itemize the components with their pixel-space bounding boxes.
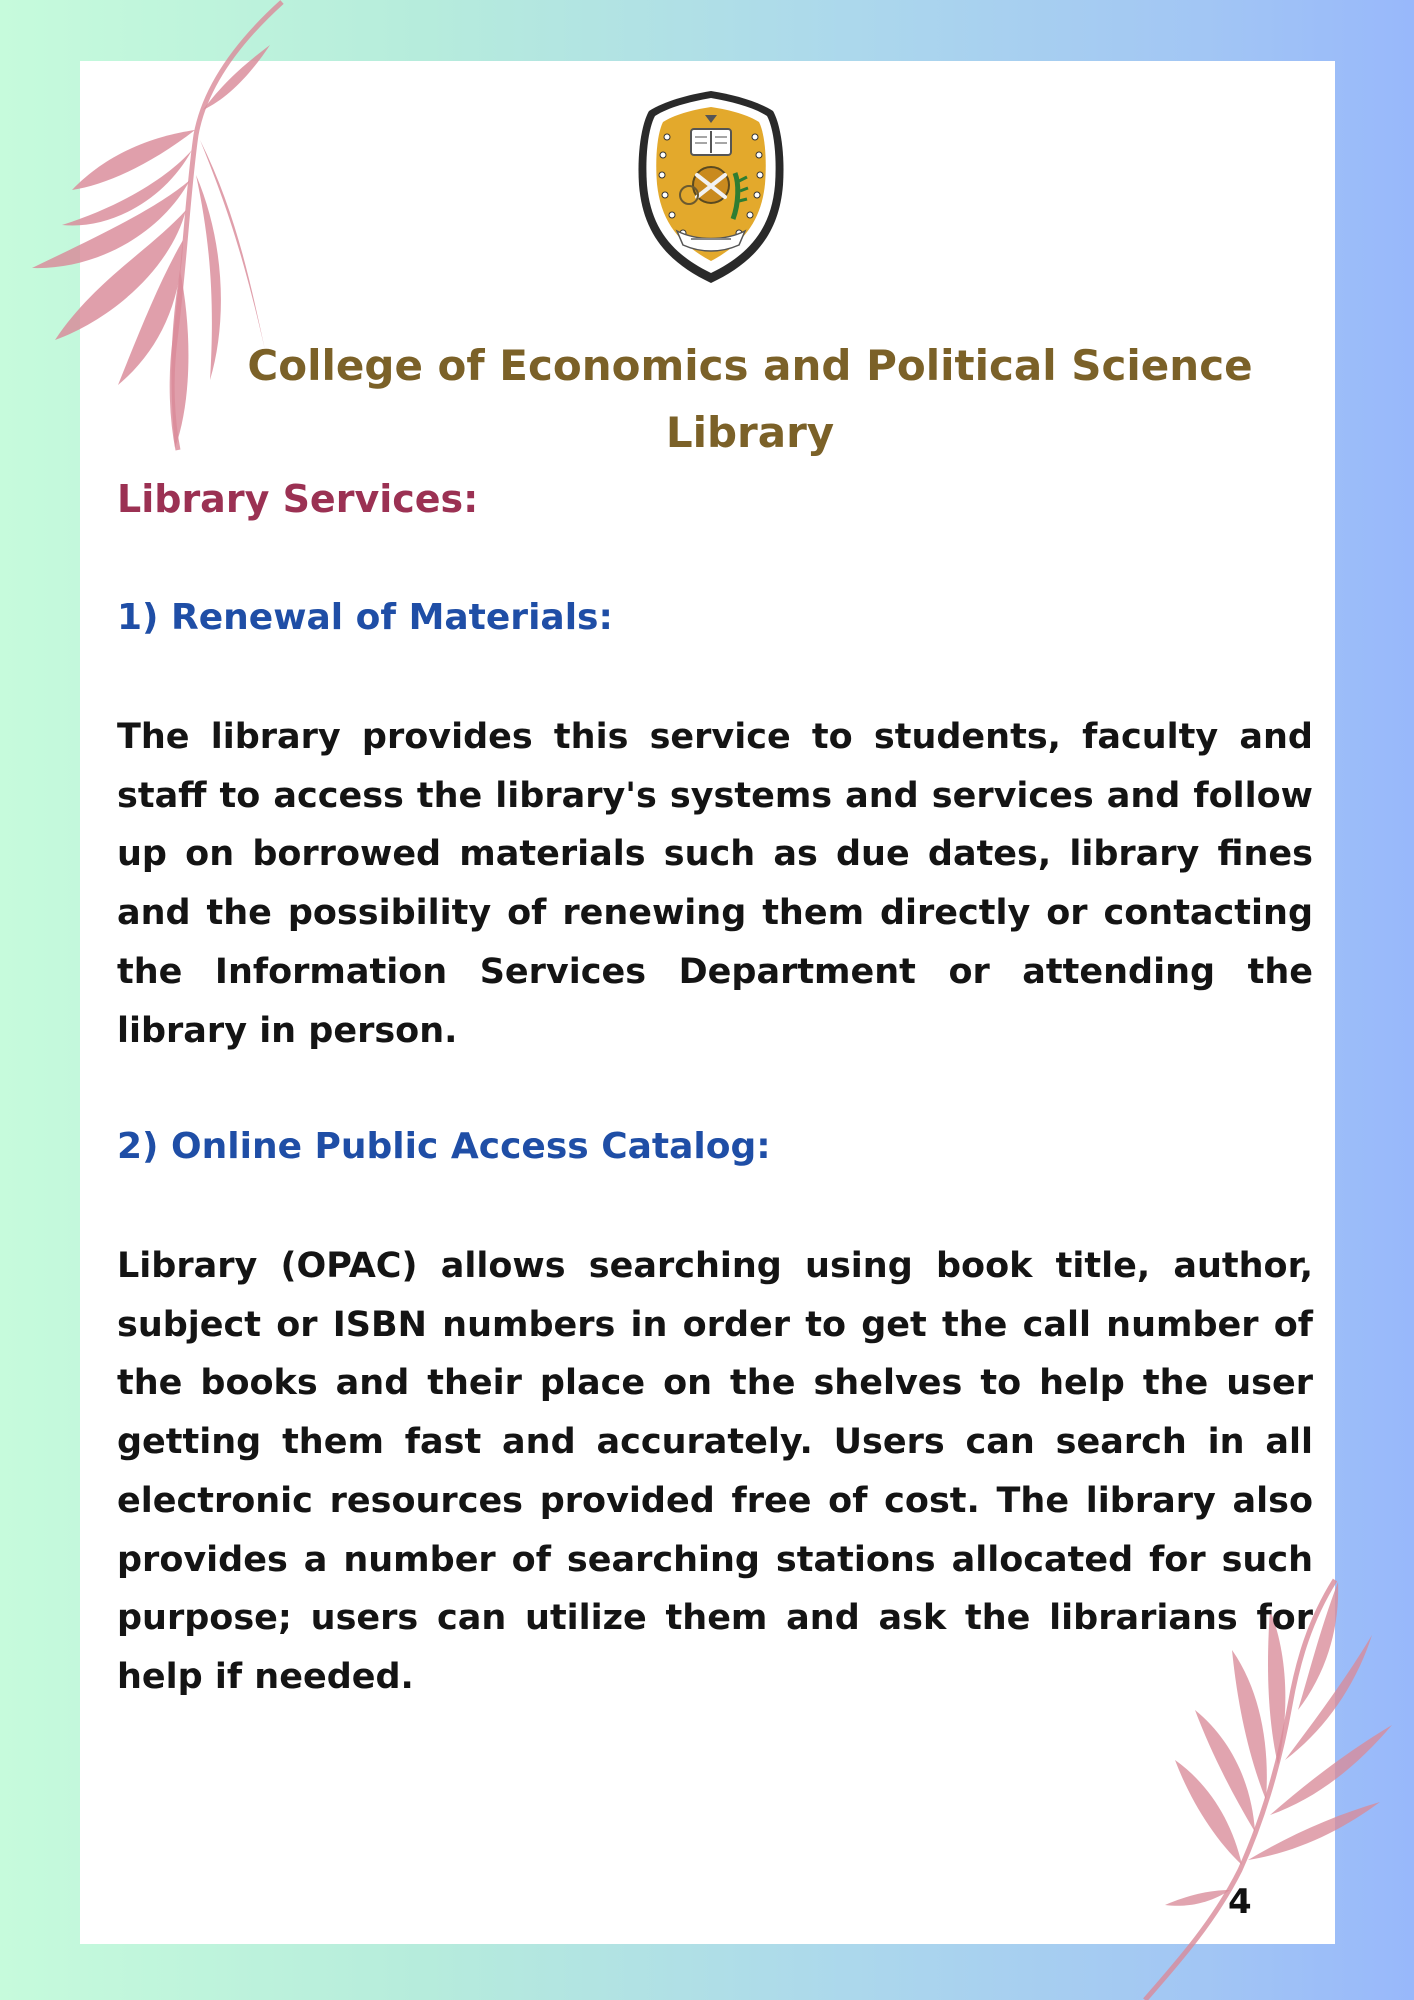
section-title: Library Services: <box>117 477 479 521</box>
leaf-branch-top-left-icon <box>0 0 300 460</box>
college-title: College of Economics and Political Science <box>247 341 1253 390</box>
library-subtitle: Library <box>665 408 835 457</box>
item-body-renewal: The library provides this service to students, faculty and staff to access the library's systems and services and follow up on borrowed materials such as due dates, library fines and the possibility of renewing them directly or contacting the Information Services Department or attending the library in person. <box>117 717 1313 1051</box>
university-crest-icon <box>627 85 795 290</box>
item-heading-renewal: 1) Renewal of Materials: <box>117 597 613 638</box>
item-body-opac: Library (OPAC) allows searching using book title, author, subject or ISBN numbers in order to get the call number of the books and their place on the shelves to help the user getting them fast and accurately. Users can search in all electronic resources provided free of cost. The library also provides a number of searching stations allocated for such purpose; users can utilize them and ask the librarians for help if needed. <box>117 1246 1313 1697</box>
page-number: 4 <box>1228 1882 1252 1922</box>
item-heading-opac: 2) Online Public Access Catalog: <box>117 1126 771 1167</box>
